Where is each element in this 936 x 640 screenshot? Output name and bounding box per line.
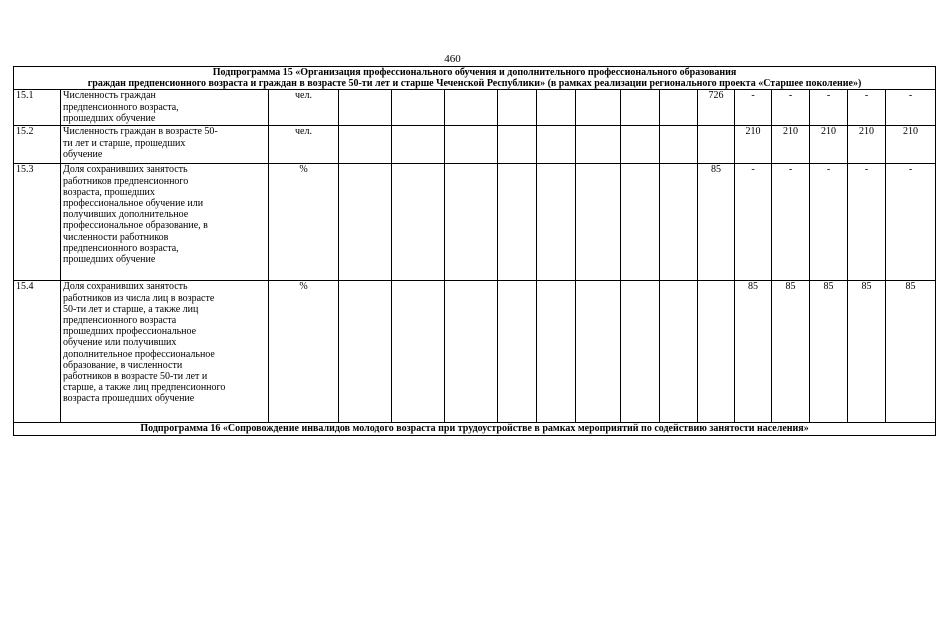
subprogram-15-title-line2: граждан предпенсионного возраста и граждан в возрасте 50-ти лет и старше Чеченской Республики» (в рамках реализации регионального проекта «Старшее поколение») [87,78,862,90]
indicators-table [13,66,936,436]
value-cell: - [772,164,810,281]
value-cell: - [848,164,886,281]
empty-cell [621,126,660,164]
value-cell [698,281,735,423]
value-cell [698,126,735,164]
value-cell: 210 [810,126,848,164]
unit: чел. [269,126,339,164]
value-cell: - [772,90,810,126]
unit: % [269,281,339,423]
value-cell: 210 [772,126,810,164]
empty-cell [339,281,392,423]
empty-cell [498,126,537,164]
value-cell: - [810,164,848,281]
value-cell: - [810,90,848,126]
empty-cell [537,90,576,126]
empty-cell [339,164,392,281]
value-cell: 210 [886,126,936,164]
empty-cell [576,90,621,126]
value-cell: 85 [772,281,810,423]
value-cell: - [735,90,772,126]
empty-cell [445,281,498,423]
empty-cell [445,164,498,281]
unit: % [269,164,339,281]
empty-cell [537,164,576,281]
subprogram-15-title [14,67,936,90]
empty-cell [660,281,698,423]
value-cell: - [848,90,886,126]
empty-cell [621,90,660,126]
value-cell: 85 [735,281,772,423]
table-row-15-4 [14,281,936,423]
empty-cell [576,281,621,423]
value-cell: - [735,164,772,281]
empty-cell [392,164,445,281]
value-cell: 726 [698,90,735,126]
value-cell: - [886,164,936,281]
page-number: 460 [444,53,461,65]
empty-cell [445,126,498,164]
empty-cell [392,90,445,126]
empty-cell [339,126,392,164]
value-cell: - [886,90,936,126]
empty-cell [660,126,698,164]
empty-cell [621,281,660,423]
subprogram-16-title: Подпрограмма 16 «Сопровождение инвалидов молодого возраста при трудоустройстве в рамках мероприятий по содействию занятости населения» [14,423,936,435]
table-row-15-2 [14,126,936,164]
row-number: 15.4 [14,281,61,423]
empty-cell [392,281,445,423]
empty-cell [392,126,445,164]
empty-cell [445,90,498,126]
empty-cell [537,126,576,164]
indicator-name: Доля сохранивших занятость работников из числа лиц в возрасте 50-ти лет и старше, а также лиц предпенсионного возраста прошедших профессиональное обучение или получивших дополнительное профессиональное образование, в численности работников в возрасте 50-ти лет и старше, а также лиц предпенсионного возраста прошедших обучение [61,281,269,423]
subprogram-15-title-line1: Подпрограмма 15 «Организация профессионального обучения и дополнительного профессионального образования [212,67,737,78]
value-cell: 210 [848,126,886,164]
indicator-name: Доля сохранивших занятость работников предпенсионного возраста, прошедших профессиональное обучение или получивших дополнительное профессиональное образование, в численности работников предпенсионного возраста, прошедших обучение [61,164,269,281]
indicator-name: Численность граждан предпенсионного возраста, прошедших обучение [61,90,269,126]
empty-cell [537,281,576,423]
value-cell: 85 [886,281,936,423]
empty-cell [576,164,621,281]
table-row-15-1 [14,90,936,126]
indicator-name: Численность граждан в возрасте 50- ти лет и старше, прошедших обучение [61,126,269,164]
unit: чел. [269,90,339,126]
value-cell: 85 [698,164,735,281]
empty-cell [576,126,621,164]
empty-cell [660,164,698,281]
row-number: 15.1 [14,90,61,126]
empty-cell [621,164,660,281]
empty-cell [498,90,537,126]
value-cell: 85 [848,281,886,423]
row-number: 15.2 [14,126,61,164]
empty-cell [498,281,537,423]
empty-cell [498,164,537,281]
row-number: 15.3 [14,164,61,281]
table-row-15-3 [14,164,936,281]
empty-cell [660,90,698,126]
subprogram-15-header-row [14,67,936,90]
value-cell: 85 [810,281,848,423]
empty-cell [339,90,392,126]
subprogram-16-header-row [14,423,936,435]
value-cell: 210 [735,126,772,164]
